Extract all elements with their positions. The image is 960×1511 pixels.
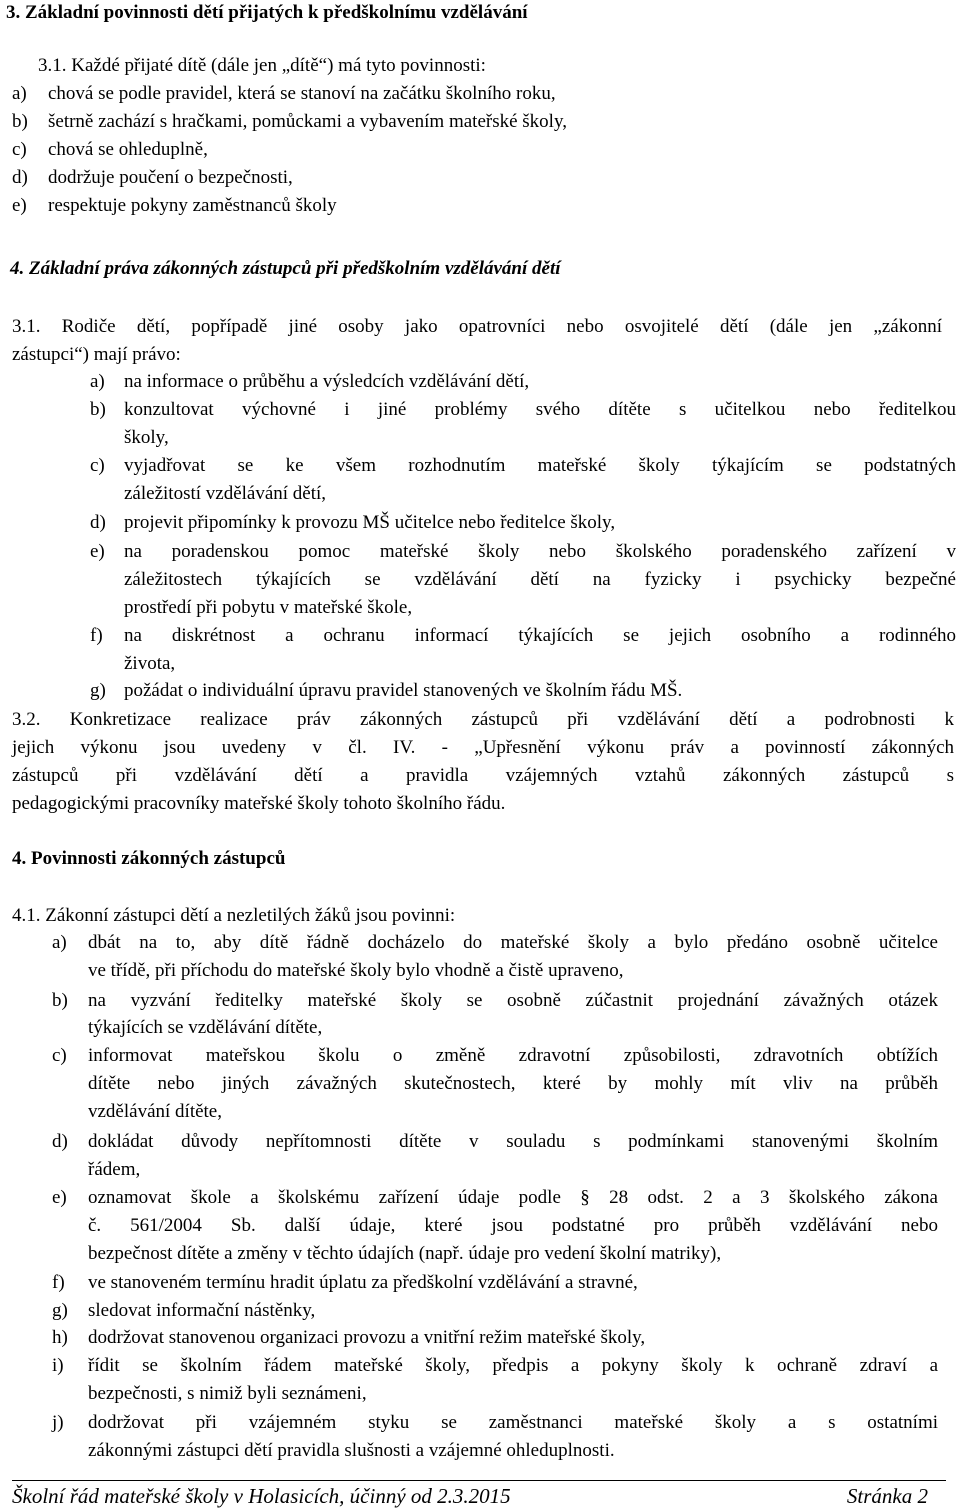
list-item-line: na poradenskou pomoc mateřské školy nebo školského poradenského zařízení v xyxy=(124,541,956,562)
list-item-line: vyjadřovat se ke všem rozhodnutím mateřské školy týkajícím se podstatných xyxy=(124,455,956,476)
intro-text: zástupci“) mají právo: xyxy=(12,344,181,365)
list-item-line: záležitostech týkajících se vzdělávání dětí na fyzicky i psychicky bezpečné xyxy=(124,569,956,590)
list-item-label: e) xyxy=(90,541,105,562)
list-item-line: řádem, xyxy=(88,1159,141,1180)
heading-text: 3. Základní povinnosti dětí přijatých k předškolnímu vzdělávání xyxy=(6,2,528,23)
paragraph-line: zástupců při vzdělávání dětí a pravidla vzájemných vztahů zákonných zástupců s xyxy=(12,765,954,786)
list-item-line: na diskrétnost a ochranu informací týkajících se jejich osobního a rodinného xyxy=(124,625,956,646)
list-item-line: požádat o individuální úpravu pravidel stanovených ve školním řádu MŠ. xyxy=(124,680,683,701)
list-item-label: f) xyxy=(52,1272,65,1293)
list-item-line: dokládat důvody nepřítomnosti dítěte v souladu s podmínkami stanovenými školním xyxy=(88,1131,938,1152)
list-item-label: j) xyxy=(52,1412,64,1433)
list-item-label: a) xyxy=(52,932,67,953)
paragraph-line: 3.2. Konkretizace realizace práv zákonných zástupců při vzdělávání dětí a podrobnosti k xyxy=(12,709,954,730)
section-4-intro-line-1: 3.1. Rodiče dětí, popřípadě jiné osoby jako opatrovníci nebo osvojitelé dětí (dále jen „zákonní xyxy=(12,316,942,337)
list-item-line: zákonnými zástupci dětí pravidla slušnosti a vzájemné ohleduplnosti. xyxy=(88,1440,615,1461)
list-item-line: dodržovat stanovenou organizaci provozu a vnitřní režim mateřské školy, xyxy=(88,1327,646,1348)
list-item-line: sledovat informační nástěnky, xyxy=(88,1300,316,1321)
list-item-line: dodržovat při vzájemném styku se zaměstnanci mateřské školy a s ostatními xyxy=(88,1412,938,1433)
list-item-text: chová se podle pravidel, která se stanoví na začátku školního roku, xyxy=(48,83,556,104)
list-item-line: oznamovat škole a školskému zařízení údaje podle § 28 odst. 2 a 3 školského zákona xyxy=(88,1187,938,1208)
list-item-line: projevit připomínky k provozu MŠ učitelce nebo ředitelce školy, xyxy=(124,512,616,533)
footer-page-number: Stránka 2 xyxy=(846,1484,928,1508)
list-item-label: b) xyxy=(90,399,106,420)
list-item-line: ve stanoveném termínu hradit úplatu za předškolní vzdělávání a stravné, xyxy=(88,1272,638,1293)
intro-text: 3.1. Každé přijaté dítě (dále jen „dítě“) má tyto povinnosti: xyxy=(38,55,486,76)
list-item-line: vzdělávání dítěte, xyxy=(88,1101,222,1122)
paragraph-line: pedagogickými pracovníky mateřské školy tohoto školního řádu. xyxy=(12,793,506,814)
list-item-line: bezpečnost dítěte a změny v těchto údajích (např. údaje pro vedení školní matriky), xyxy=(88,1243,722,1264)
list-item-label: c) xyxy=(90,455,105,476)
list-item-text: dodržuje poučení o bezpečnosti, xyxy=(48,167,293,188)
list-item-label: h) xyxy=(52,1327,68,1348)
list-item-text: šetrně zachází s hračkami, pomůckami a vybavením mateřské školy, xyxy=(48,111,567,132)
list-item-line: dítěte nebo jiných závažných skutečnostech, které by mohly mít vliv na průběh xyxy=(88,1073,938,1094)
list-item-line: života, xyxy=(124,653,176,674)
list-item-label: e) xyxy=(52,1187,67,1208)
list-item-label: c) xyxy=(12,139,27,160)
footer-title: Školní řád mateřské školy v Holasicích, účinný od 2.3.2015 xyxy=(12,1484,511,1508)
paragraph-line: jejich výkonu jsou uvedeny v čl. IV. - „Upřesnění výkonu práv a povinností zákonných xyxy=(12,737,954,758)
list-item-line: na informace o průběhu a výsledcích vzdělávání dětí, xyxy=(124,371,530,392)
list-item-line: na vyzvání ředitelky mateřské školy se osobně zúčastnit projednání závažných otázek xyxy=(88,990,938,1011)
list-item-label: a) xyxy=(90,371,105,392)
list-item-line: konzultovat výchovné i jiné problémy svého dítěte s učitelkou nebo ředitelkou xyxy=(124,399,956,420)
list-item-line: ve třídě, při příchodu do mateřské školy bylo vhodně a čistě upraveno, xyxy=(88,960,624,981)
list-item-label: g) xyxy=(52,1300,68,1321)
list-item-label: a) xyxy=(12,83,27,104)
list-item-line: prostředí při pobytu v mateřské škole, xyxy=(124,597,413,618)
heading-text: 4. Základní práva zákonných zástupců při předškolním vzdělávání dětí xyxy=(10,258,561,279)
list-item-line: týkajících se vzdělávání dítěte, xyxy=(88,1017,323,1038)
list-item-label: b) xyxy=(52,990,68,1011)
list-item-label: d) xyxy=(12,167,28,188)
page-footer xyxy=(12,1480,946,1511)
list-item-line: školy, xyxy=(124,427,169,448)
list-item-line: řídit se školním řádem mateřské školy, předpis a pokyny školy k ochraně zdraví a xyxy=(88,1355,938,1376)
list-item-label: d) xyxy=(52,1131,68,1152)
list-item-text: chová se ohleduplně, xyxy=(48,139,208,160)
list-item-label: i) xyxy=(52,1355,64,1376)
list-item-line: informovat mateřskou školu o změně zdravotní způsobilosti, zdravotních obtížích xyxy=(88,1045,938,1066)
list-item-text: respektuje pokyny zaměstnanců školy xyxy=(48,195,337,216)
list-item-line: bezpečnosti, s nimiž byli seznámeni, xyxy=(88,1383,367,1404)
list-item-label: e) xyxy=(12,195,27,216)
intro-text: 4.1. Zákonní zástupci dětí a nezletilých žáků jsou povinni: xyxy=(12,905,456,926)
list-item-line: záležitostí vzdělávání dětí, xyxy=(124,483,327,504)
list-item-label: f) xyxy=(90,625,103,646)
heading-text: 4. Povinnosti zákonných zástupců xyxy=(12,848,286,869)
list-item-label: b) xyxy=(12,111,28,132)
list-item-line: dbát na to, aby dítě řádně docházelo do mateřské školy a bylo předáno osobně učitelce xyxy=(88,932,938,953)
list-item-label: g) xyxy=(90,680,106,701)
list-item-line: č. 561/2004 Sb. další údaje, které jsou podstatné pro průběh vzdělávání nebo xyxy=(88,1215,938,1236)
list-item-label: d) xyxy=(90,512,106,533)
list-item-label: c) xyxy=(52,1045,67,1066)
